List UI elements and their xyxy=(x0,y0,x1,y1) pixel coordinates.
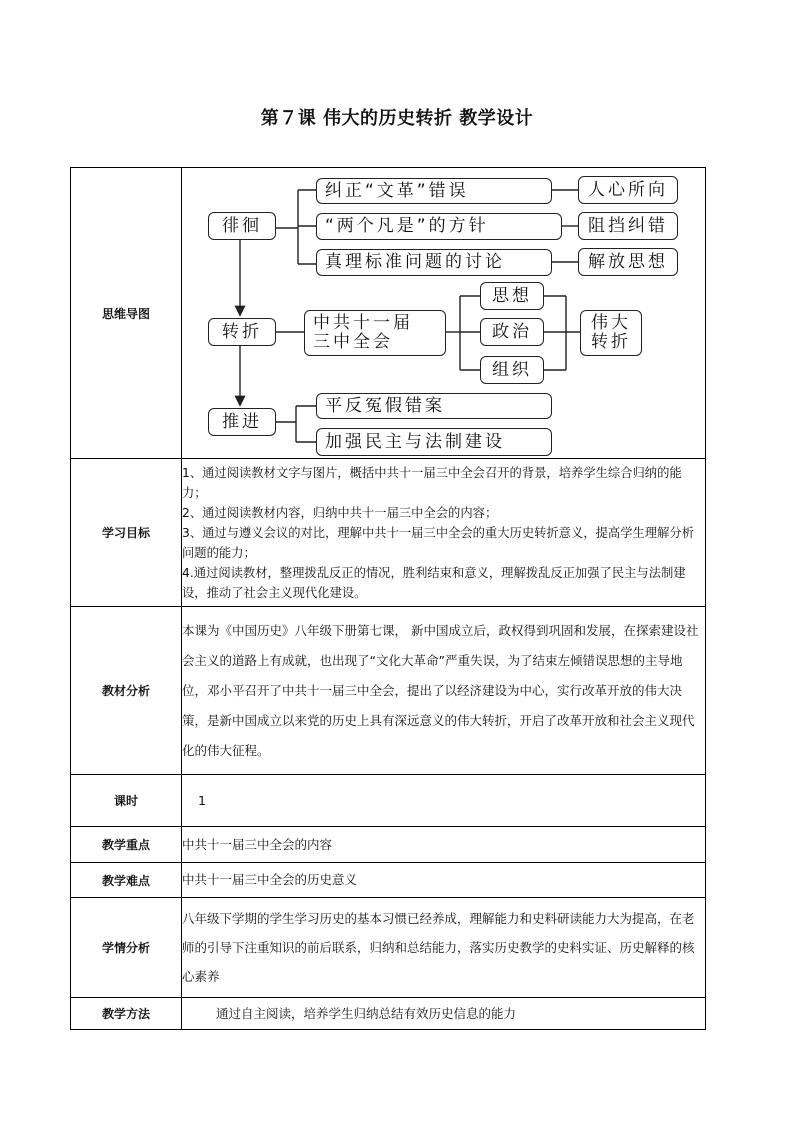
great-turning-line1: 伟大 xyxy=(591,313,631,333)
third-plenum-line1: 中共十一届 xyxy=(313,313,413,333)
branch-two-whatevers: “两个凡是”的方针 xyxy=(316,213,562,240)
lesson-plan-table xyxy=(70,167,706,1030)
analysis-row xyxy=(71,607,706,775)
aspect-organization: 组织 xyxy=(480,356,544,384)
result-block-correction: 阻挡纠错 xyxy=(578,212,678,240)
node-wavering: 徘徊 xyxy=(208,212,276,240)
third-plenum-line2: 三中全会 xyxy=(313,332,393,352)
node-great-turning xyxy=(580,310,642,356)
objective-item: 4.通过阅读教材，整理拨乱反正的情况，胜利结束和意义，理解拨乱反正加强了民主与法制建设，推动了社会主义现代化建设。 xyxy=(182,565,686,600)
key-value: 中共十一届三中全会的内容 xyxy=(182,827,706,863)
mind-map xyxy=(182,168,706,458)
key-label: 教学重点 xyxy=(71,827,182,863)
mindmap-label: 思维导图 xyxy=(71,168,182,459)
method-value: 通过自主阅读，培养学生归纳总结有效历史信息的能力 xyxy=(182,998,706,1030)
aspect-politics: 政治 xyxy=(480,318,544,346)
branch-democracy-law: 加强民主与法制建设 xyxy=(316,428,552,456)
objectives-label: 学习目标 xyxy=(71,459,182,607)
branch-truth-criterion: 真理标准问题的讨论 xyxy=(316,249,552,276)
method-row xyxy=(71,998,706,1030)
difficulty-value: 中共十一届三中全会的历史意义 xyxy=(182,863,706,898)
branch-redress-cases: 平反冤假错案 xyxy=(316,393,552,419)
mindmap-cell xyxy=(182,168,706,459)
key-row xyxy=(71,827,706,863)
result-liberate-thought: 解放思想 xyxy=(578,248,678,276)
analysis-content: 本课为《中国历史》八年级下册第七课， 新中国成立后，政权得到巩固和发展，在探索建设社会主义的道路上有成就，也出现了“文化大革命”严重失误，为了结束左倾错误思想的主导地位，邓小平召开了中共十一届三中全会，提出了以经济建设为中心，实行改革开放的伟大决策，是新中国成立以来党的历史上具有深远意义的伟大转折，开启了改革开放和社会主义现代化的伟大征程。 xyxy=(182,607,706,775)
hours-label: 课时 xyxy=(71,775,182,827)
objectives-content xyxy=(182,459,706,607)
hours-row xyxy=(71,775,706,827)
node-advance: 推进 xyxy=(208,408,276,436)
objective-item: 1、通过阅读教材文字与图片，概括中共十一届三中全会召开的背景，培养学生综合归纳的能力； xyxy=(182,465,682,500)
mindmap-row xyxy=(71,168,706,459)
aspect-ideology: 思想 xyxy=(480,282,544,310)
students-row xyxy=(71,898,706,998)
objective-item: 3、通过与遵义会议的对比，理解中共十一届三中全会的重大历史转折意义，提高学生理解分析问题的能力； xyxy=(182,525,694,560)
difficulty-label: 教学难点 xyxy=(71,863,182,898)
objectives-row xyxy=(71,459,706,607)
great-turning-line2: 转折 xyxy=(591,332,631,352)
page-title: 第７课 伟大的历史转折 教学设计 xyxy=(260,108,534,129)
students-label: 学情分析 xyxy=(71,898,182,998)
branch-correct-errors: 纠正“文革”错误 xyxy=(316,178,552,204)
result-popular-will: 人心所向 xyxy=(578,176,678,204)
node-turning: 转折 xyxy=(208,318,276,346)
method-label: 教学方法 xyxy=(71,998,182,1030)
difficulty-row xyxy=(71,863,706,898)
students-content: 八年级下学期的学生学习历史的基本习惯已经养成，理解能力和史料研读能力大为提高，在老师的引导下注重知识的前后联系，归纳和总结能力，落实历史教学的史料实证、历史解释的核心素养 xyxy=(182,898,706,998)
analysis-label: 教材分析 xyxy=(71,607,182,775)
hours-value: 1 xyxy=(182,775,706,827)
objective-item: 2、通过阅读教材内容，归纳中共十一届三中全会的内容； xyxy=(182,505,498,520)
node-third-plenum xyxy=(304,310,446,356)
